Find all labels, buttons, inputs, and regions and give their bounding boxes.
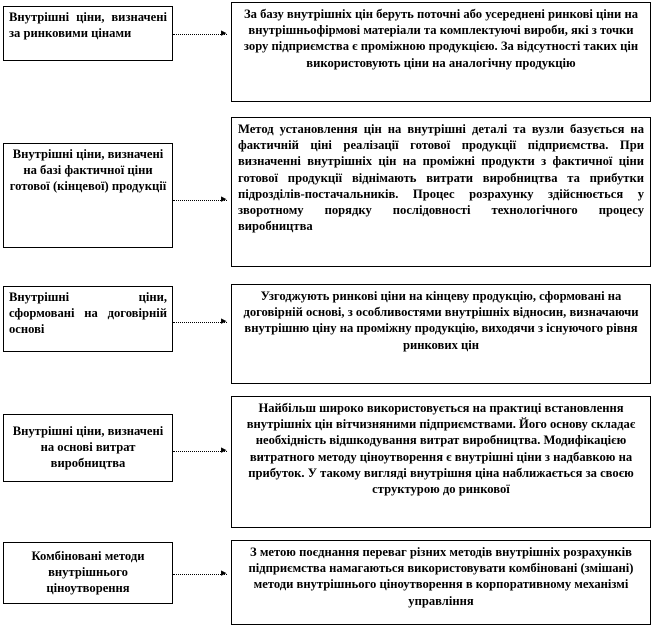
method-label: Внутрішні ціни, визначені на базі фактичної ціни готової (кінцевої) продукції <box>9 147 167 194</box>
arrow-right-icon: ▸ <box>221 193 227 205</box>
method-box-final-product-price <box>3 143 173 248</box>
method-label: Внутрішні ціни, визначені на основі витрат виробництва <box>12 424 164 471</box>
description-box-final-product-price <box>231 117 651 267</box>
arrow-right-icon: ▸ <box>221 444 227 456</box>
description-text: Узгоджують ринкові ціни на кінцеву продукцію, сформовані на договірній основі, з особливостями внутрішніх відносин, визначаючи внутрішню ціну на проміжну продукцію, виходячи з існуючого рівня ринкових цін <box>243 289 639 352</box>
description-text: Найбільш широко використовується на практиці встановлення внутрішніх цін вітчизняними підприємствами. Його основу складає необхідність відшкодування витрат виробництва. Модифікацією витратного методу ціноутворення є внутрішні ціни з надбавкою на прибуток. У такому вигляді внутрішня ціна наближається за своєю структурою до ринкової <box>246 401 636 497</box>
arrow-right-icon: ▸ <box>221 27 227 39</box>
connector-line <box>173 322 227 323</box>
method-label: Комбіновані методи внутрішнього ціноутворення <box>31 549 145 596</box>
connector-line <box>173 200 227 201</box>
arrow-right-icon: ▸ <box>221 567 227 579</box>
description-text: З метою поєднання переваг різних методів внутрішніх розрахунків підприємства намагаються використовувати комбіновані (змішані) методи внутрішнього ціноутворення в корпоративному механізмі управління <box>248 545 634 608</box>
connector-line <box>173 574 227 575</box>
connector-line <box>173 34 227 35</box>
method-box-market-prices <box>3 6 173 61</box>
method-box-contract-basis <box>3 286 173 352</box>
connector-line <box>173 451 227 452</box>
method-box-combined-methods <box>3 542 173 604</box>
description-box-production-costs <box>231 396 651 528</box>
description-text: За базу внутрішніх цін беруть поточні або усереднені ринкові ціни на внутрішньофірмові матеріали та комплектуючі вироби, які з точки зору підприємства є проміжною продукцією. За відсутності таких цін використовують ціни на аналогічну продукцію <box>243 7 639 70</box>
method-label: Внутрішні ціни, визначені за ринковими цінами <box>9 10 167 41</box>
description-box-contract-basis <box>231 284 651 384</box>
method-label: Внутрішні ціни, сформовані на договірній основі <box>9 290 167 337</box>
description-box-market-prices <box>231 2 651 102</box>
description-box-combined-methods <box>231 540 651 625</box>
description-text: Метод установлення цін на внутрішні деталі та вузли базується на фактичній ціні реалізації готової продукції підприємства. При визначенні внутрішніх цін на проміжні продукти з фактичної ціни готової продукції віднімають витрати виробництва та прибутки підрозділів-постачальників. Процес розрахунку здійснюється у зворотному порядку послідовності технологічного процесу виробництва <box>238 122 644 234</box>
method-box-production-costs <box>3 414 173 482</box>
arrow-right-icon: ▸ <box>221 315 227 327</box>
